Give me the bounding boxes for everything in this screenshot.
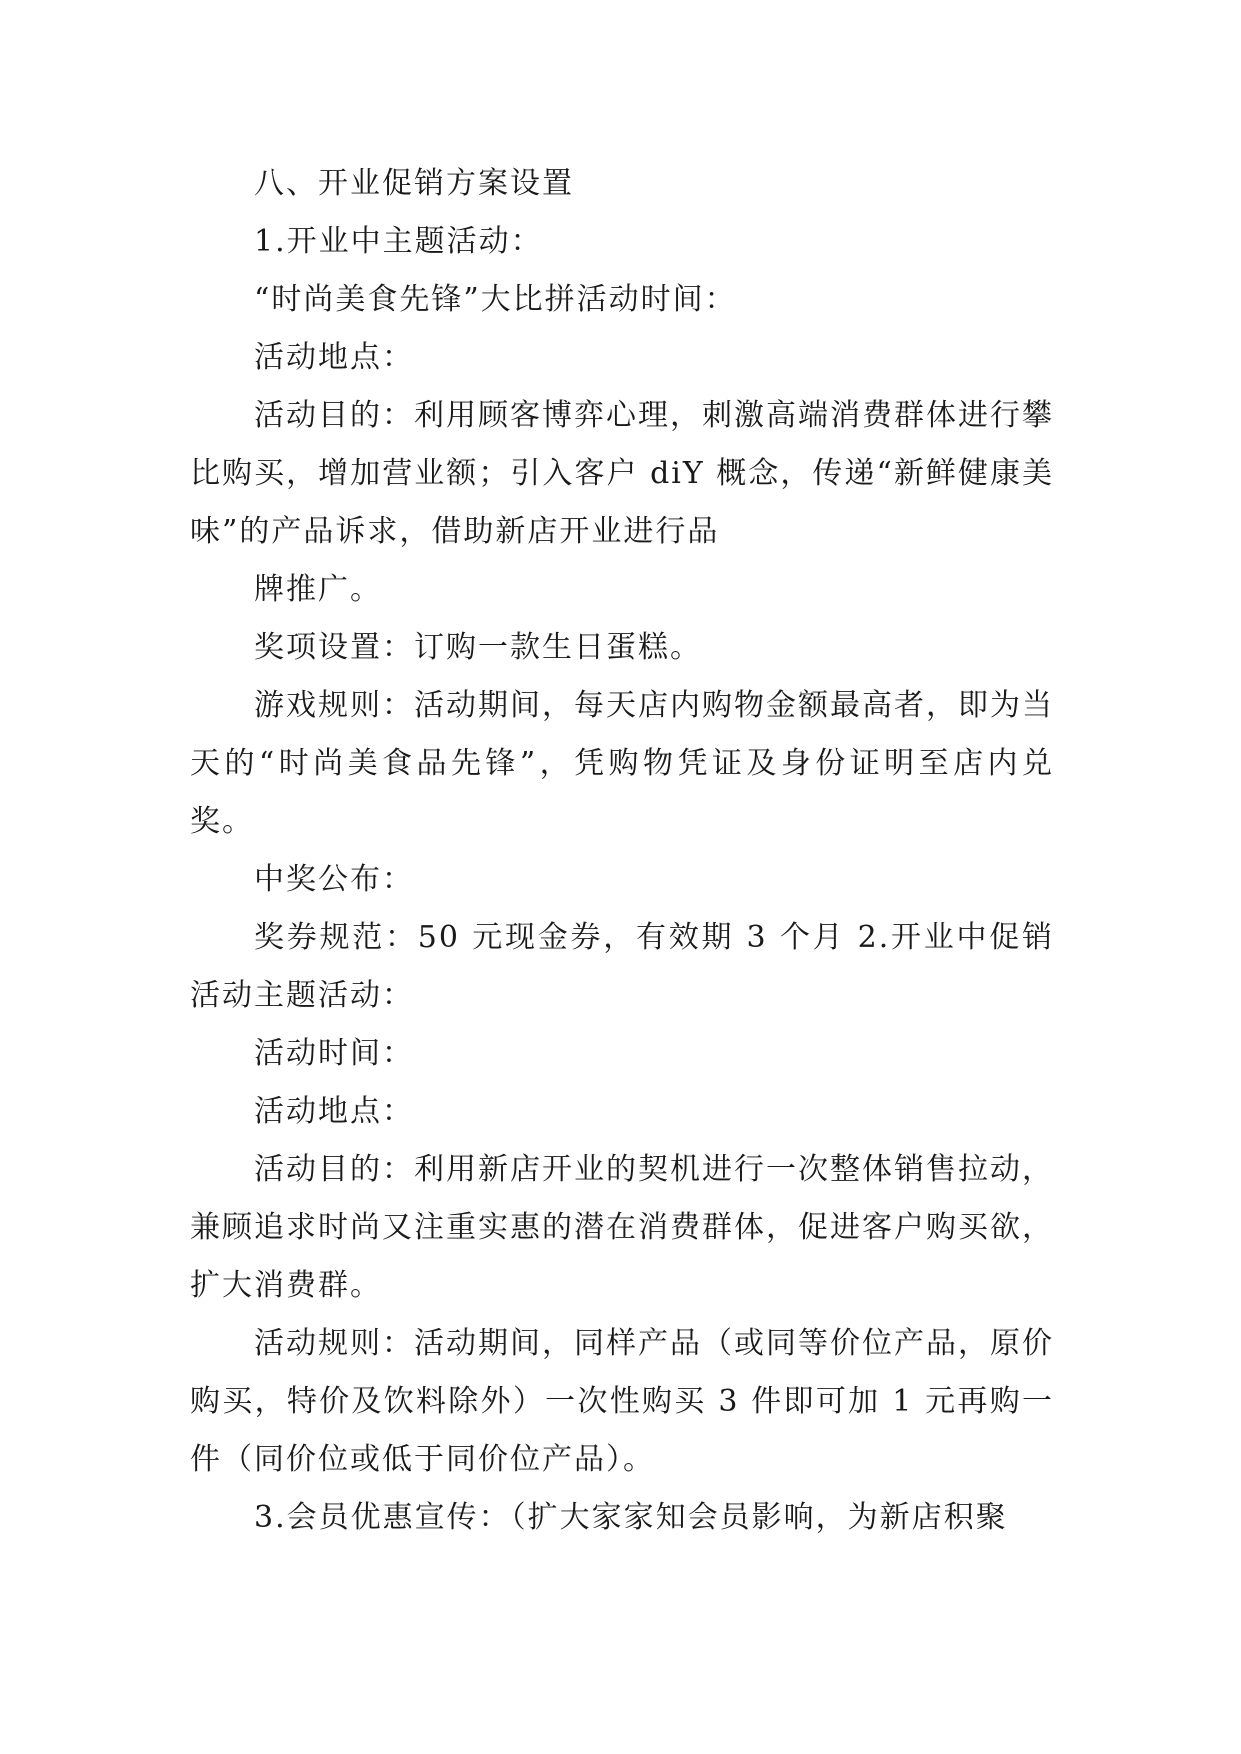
paragraph: 活动地点： [254, 340, 414, 375]
paragraph: 活动地点： [254, 1094, 414, 1129]
paragraph: 活动规则：活动期间，同样产品（或同等价位产品，原价购买，特价及饮料除外）一次性购买 3 件即可加 1 元再购一件（同价位或低于同价位产品）。 [190, 1326, 1054, 1477]
paragraph: 游戏规则：活动期间，每天店内购物金额最高者，即为当天的“时尚美食品先锋”，凭购物凭证及身份证明至店内兑奖。 [190, 688, 1054, 839]
subsection-heading: 1.开业中主题活动： [254, 224, 543, 259]
document-body [190, 155, 1054, 1547]
paragraph: 牌推广。 [254, 572, 382, 607]
paragraph: 活动目的：利用新店开业的契机进行一次整体销售拉动，兼顾追求时尚又注重实惠的潜在消费群体，促进客户购买欲，扩大消费群。 [190, 1152, 1054, 1303]
paragraph: 奖券规范：50 元现金券，有效期 3 个月 2.开业中促销活动主题活动： [190, 920, 1054, 1013]
paragraph: 中奖公布： [254, 862, 414, 897]
paragraph: 活动时间： [254, 1036, 414, 1071]
paragraph: 3.会员优惠宣传：（扩大家家知会员影响，为新店积聚 [254, 1500, 1008, 1535]
section-heading: 八、开业促销方案设置 [254, 166, 574, 201]
paragraph: “时尚美食先锋”大比拼活动时间： [254, 282, 737, 317]
paragraph: 奖项设置：订购一款生日蛋糕。 [254, 630, 702, 665]
paragraph: 活动目的：利用顾客博弈心理，刺激高端消费群体进行攀比购买，增加营业额；引入客户 diY 概念，传递“新鲜健康美味”的产品诉求，借助新店开业进行品 [190, 398, 1054, 549]
